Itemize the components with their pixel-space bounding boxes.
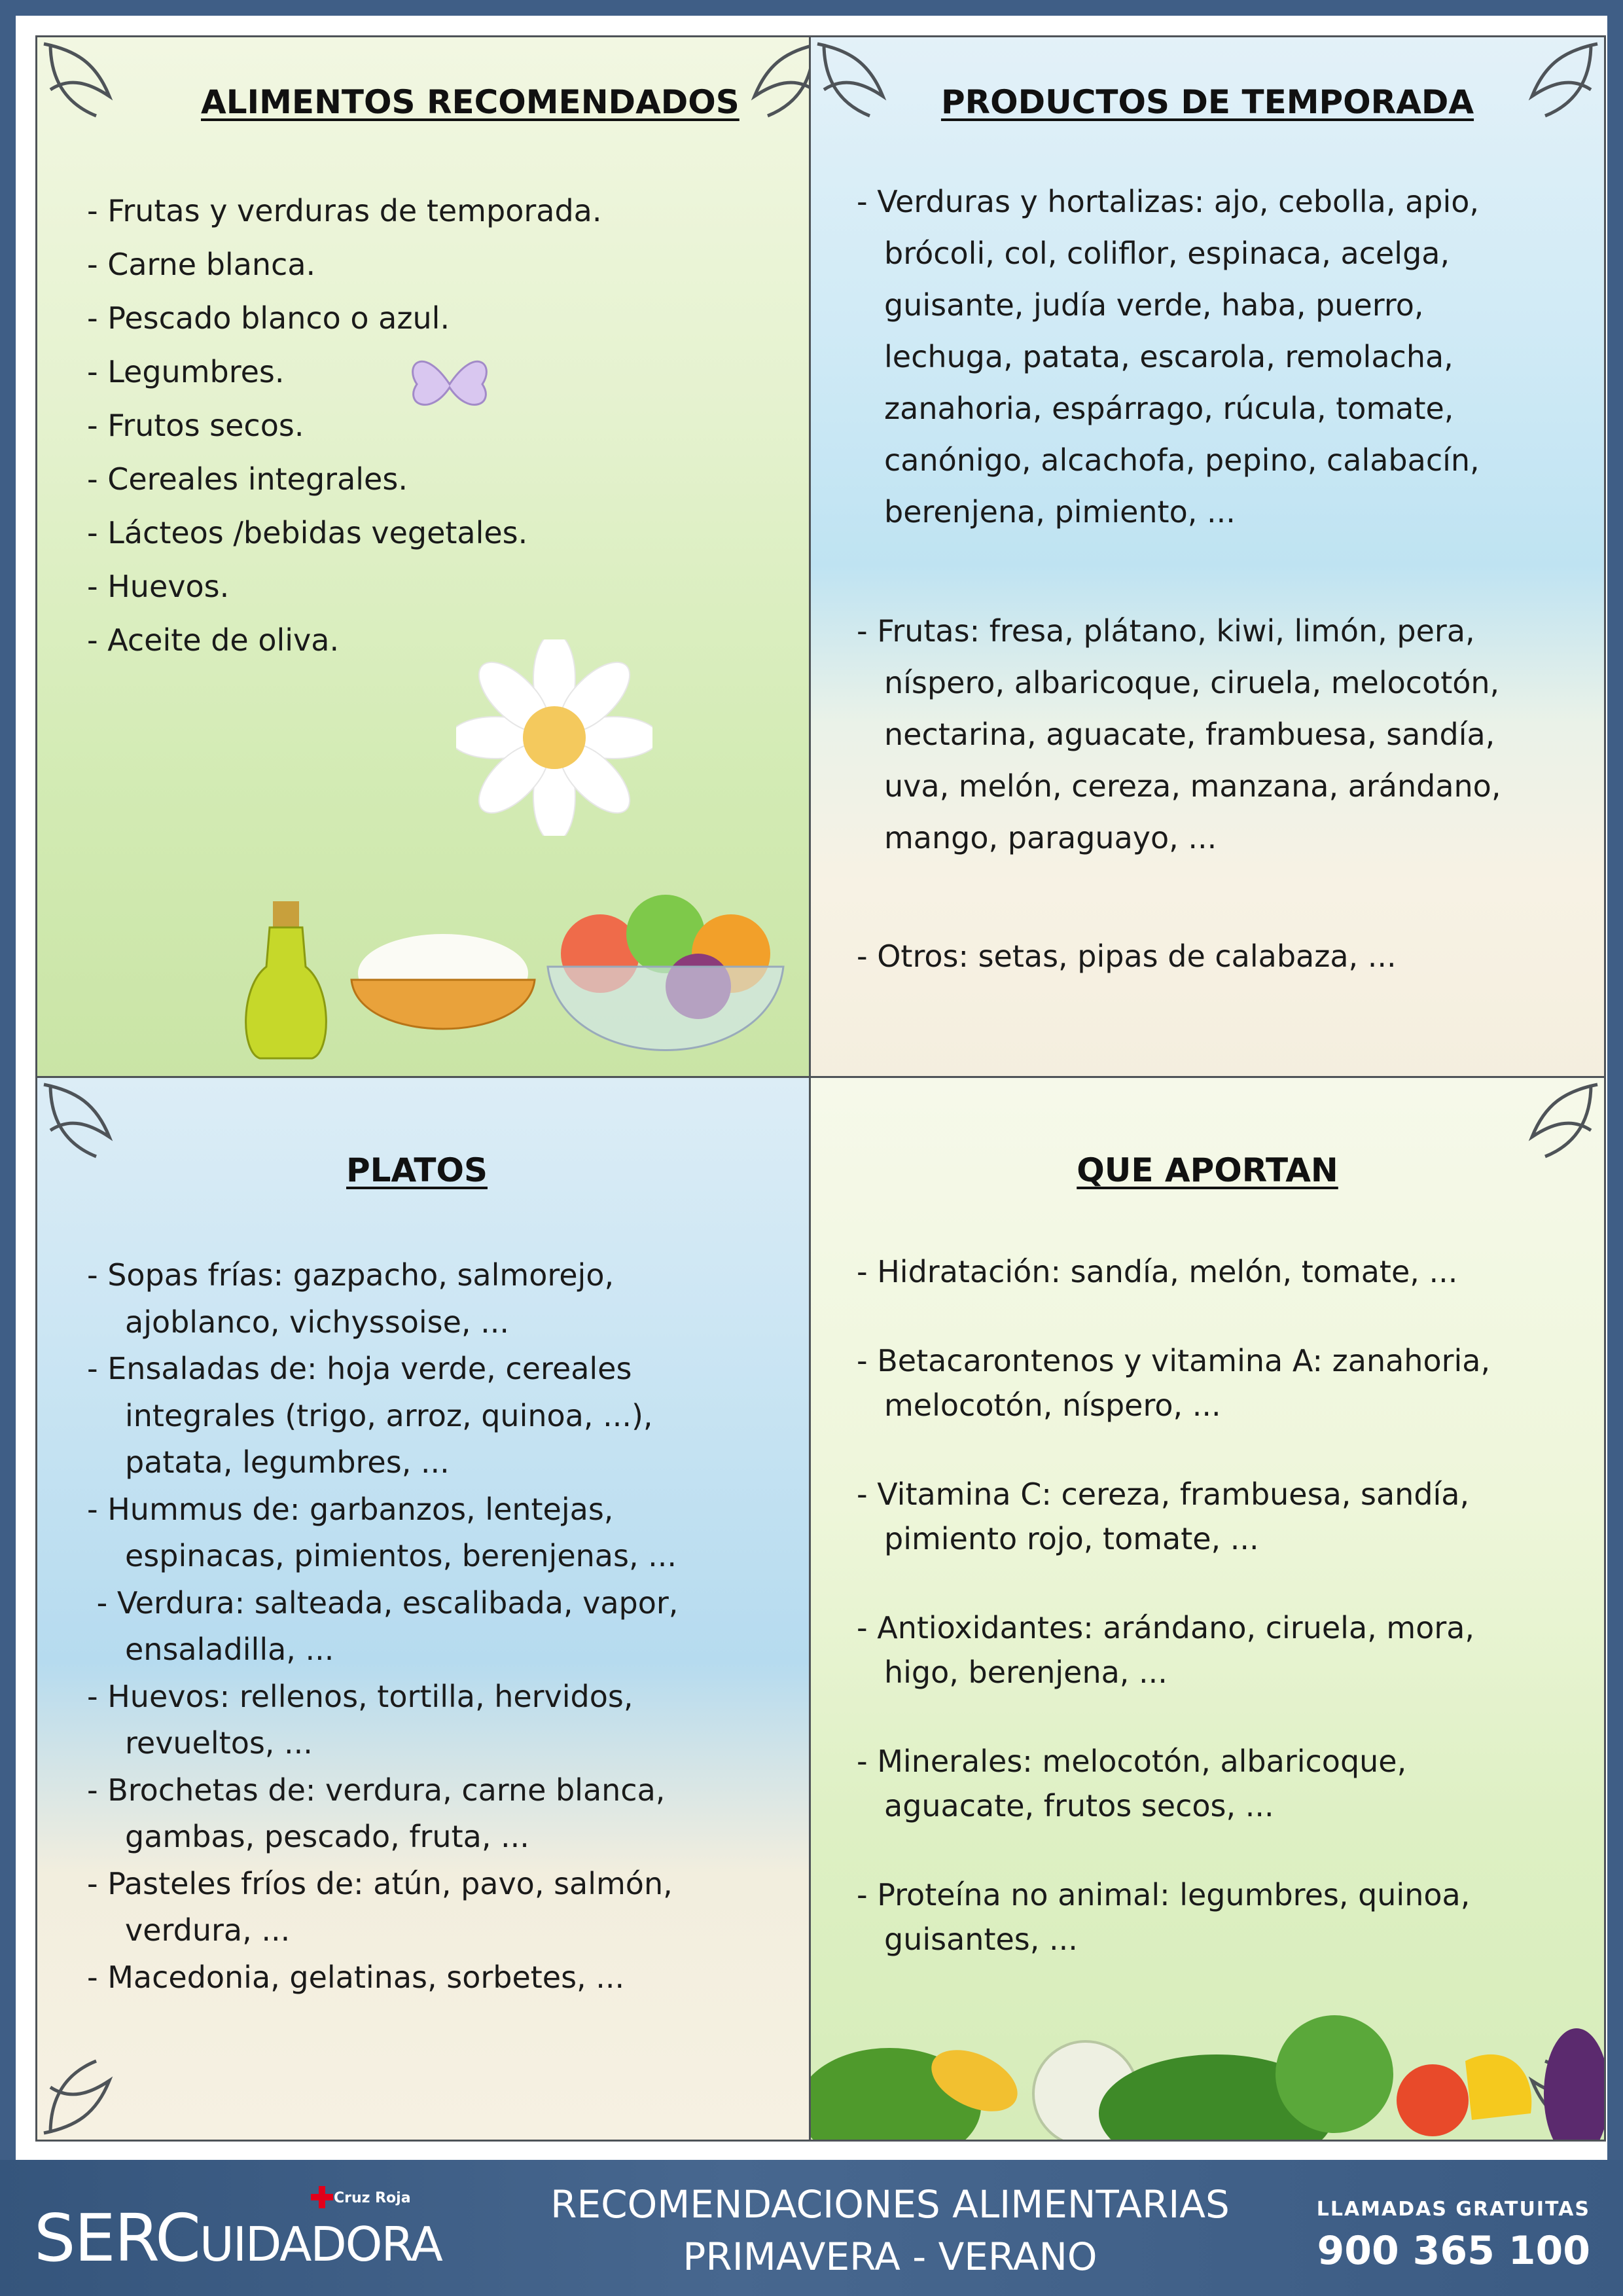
text-line: verdura, ... xyxy=(125,1912,291,1948)
phone-number[interactable]: 900 365 100 xyxy=(1317,2228,1590,2274)
list-item: - Aceite de oliva. xyxy=(87,622,340,658)
text-line: brócoli, col, coliflor, espinaca, acelga, xyxy=(884,236,1450,271)
panel-title: PLATOS xyxy=(346,1151,488,1189)
list-item: - Cereales integrales. xyxy=(87,461,408,497)
text-line: - Hummus de: garbanzos, lentejas, xyxy=(87,1491,614,1527)
footer-subtitle: PRIMAVERA - VERANO xyxy=(683,2234,1097,2279)
others-paragraph xyxy=(857,931,1397,982)
brand-logo xyxy=(34,2200,442,2277)
text-line: - Pasteles fríos de: atún, pavo, salmón, xyxy=(87,1865,673,1901)
olive-oil-bottle-icon xyxy=(234,895,338,1065)
spacer xyxy=(857,1695,1490,1739)
poster-sheet xyxy=(16,16,1607,2160)
spacer xyxy=(857,1294,1490,1338)
panel-dishes xyxy=(35,1076,829,2142)
text-line: - Proteína no animal: legumbres, quinoa, xyxy=(857,1877,1471,1912)
text-line: - Macedonia, gelatinas, sorbetes, ... xyxy=(87,1959,625,1995)
text-line: - Vitamina C: cereza, frambuesa, sandía, xyxy=(857,1477,1470,1512)
text-line: - Verdura: salteada, escalibada, vapor, xyxy=(87,1585,679,1621)
panel-recommended-foods xyxy=(35,35,829,1096)
text-line: nectarina, aguacate, frambuesa, sandía, xyxy=(884,717,1495,752)
logo-rest: UIDADORA xyxy=(200,2217,442,2272)
panel-title: QUE APORTAN xyxy=(1077,1151,1338,1189)
text-line: - Betacarontenos y vitamina A: zanahoria, xyxy=(857,1343,1491,1378)
text-line: guisante, judía verde, haba, puerro, xyxy=(884,287,1424,323)
phone-label: LLAMADAS GRATUITAS xyxy=(1316,2198,1590,2221)
benefits-list xyxy=(857,1249,1490,1962)
list-item: - Huevos. xyxy=(87,569,230,604)
rice-bowl-icon xyxy=(345,921,541,1065)
logo-ser: SER xyxy=(34,2200,156,2276)
spacer xyxy=(857,1561,1490,1605)
list-item: - Carne blanca. xyxy=(87,247,316,282)
corner-ornament-icon xyxy=(37,2035,142,2140)
panel-title: PRODUCTOS DE TEMPORADA xyxy=(940,83,1474,121)
text-line: higo, berenjena, ... xyxy=(884,1655,1168,1690)
text-line: canónigo, alcachofa, pepino, calabacín, xyxy=(884,442,1480,478)
red-cross-icon xyxy=(311,2186,333,2208)
partner-label: Cruz Roja xyxy=(334,2190,411,2206)
text-line: - Frutas: fresa, plátano, kiwi, limón, pera, xyxy=(857,613,1475,649)
text-line: ensaladilla, ... xyxy=(125,1632,334,1667)
list-item: - Frutos secos. xyxy=(87,408,304,443)
text-line: - Antioxidantes: arándano, ciruela, mora, xyxy=(857,1610,1475,1645)
panel-seasonal-products xyxy=(809,35,1606,1096)
text-line: berenjena, pimiento, ... xyxy=(884,494,1236,529)
vegetables-paragraph xyxy=(857,176,1480,538)
text-line: espinacas, pimientos, berenjenas, ... xyxy=(125,1538,677,1573)
logo-c: C xyxy=(155,2200,200,2276)
spacer xyxy=(857,1828,1490,1873)
text-line: - Huevos: rellenos, tortilla, hervidos, xyxy=(87,1678,633,1714)
text-line: - Ensaladas de: hoja verde, cereales xyxy=(87,1351,632,1386)
fruit-bowl-icon xyxy=(535,882,796,1078)
text-line: - Sopas frías: gazpacho, salmorejo, xyxy=(87,1257,615,1293)
dishes-list xyxy=(87,1252,678,2001)
recommended-foods-list xyxy=(87,184,601,667)
text-line: uva, melón, cereza, manzana, arándano, xyxy=(884,768,1501,804)
text-line: lechuga, patata, escarola, remolacha, xyxy=(884,339,1454,374)
corner-ornament-icon xyxy=(37,37,142,142)
text-line: mango, paraguayo, ... xyxy=(884,820,1217,855)
footer xyxy=(0,2160,1623,2296)
text-line: patata, legumbres, ... xyxy=(125,1444,450,1480)
text-line: guisantes, ... xyxy=(884,1922,1078,1957)
text-line: pimiento rojo, tomate, ... xyxy=(884,1521,1259,1556)
text-line: - Otros: setas, pipas de calabaza, ... xyxy=(857,939,1397,974)
text-line: revueltos, ... xyxy=(125,1725,313,1761)
text-line: - Brochetas de: verdura, carne blanca, xyxy=(87,1772,666,1808)
fruits-paragraph xyxy=(857,605,1501,864)
spacer xyxy=(857,1427,1490,1472)
vegetables-icon xyxy=(811,1943,1606,2140)
text-line: - Verduras y hortalizas: ajo, cebolla, apio, xyxy=(857,184,1480,219)
text-line: zanahoria, espárrago, rúcula, tomate, xyxy=(884,391,1454,426)
footer-title: RECOMENDACIONES ALIMENTARIAS xyxy=(550,2182,1230,2227)
daisy-flower-icon xyxy=(456,639,652,836)
text-line: melocotón, níspero, ... xyxy=(884,1388,1221,1423)
list-item: - Pescado blanco o azul. xyxy=(87,300,450,336)
text-line: integrales (trigo, arroz, quinoa, ...), xyxy=(125,1397,653,1433)
panel-benefits xyxy=(809,1076,1606,2142)
text-line: gambas, pescado, fruta, ... xyxy=(125,1819,529,1854)
text-line: níspero, albaricoque, ciruela, melocotón, xyxy=(884,665,1500,700)
text-line: - Minerales: melocotón, albaricoque, xyxy=(857,1744,1407,1779)
list-item: - Lácteos /bebidas vegetales. xyxy=(87,515,528,550)
list-item: - Frutas y verduras de temporada. xyxy=(87,193,602,228)
text-line: ajoblanco, vichyssoise, ... xyxy=(125,1304,510,1340)
panel-title: ALIMENTOS RECOMENDADOS xyxy=(201,83,740,121)
butterfly-icon xyxy=(404,338,495,430)
text-line: - Hidratación: sandía, melón, tomate, ... xyxy=(857,1254,1458,1289)
text-line: aguacate, frutos secos, ... xyxy=(884,1788,1274,1823)
list-item: - Legumbres. xyxy=(87,354,285,389)
